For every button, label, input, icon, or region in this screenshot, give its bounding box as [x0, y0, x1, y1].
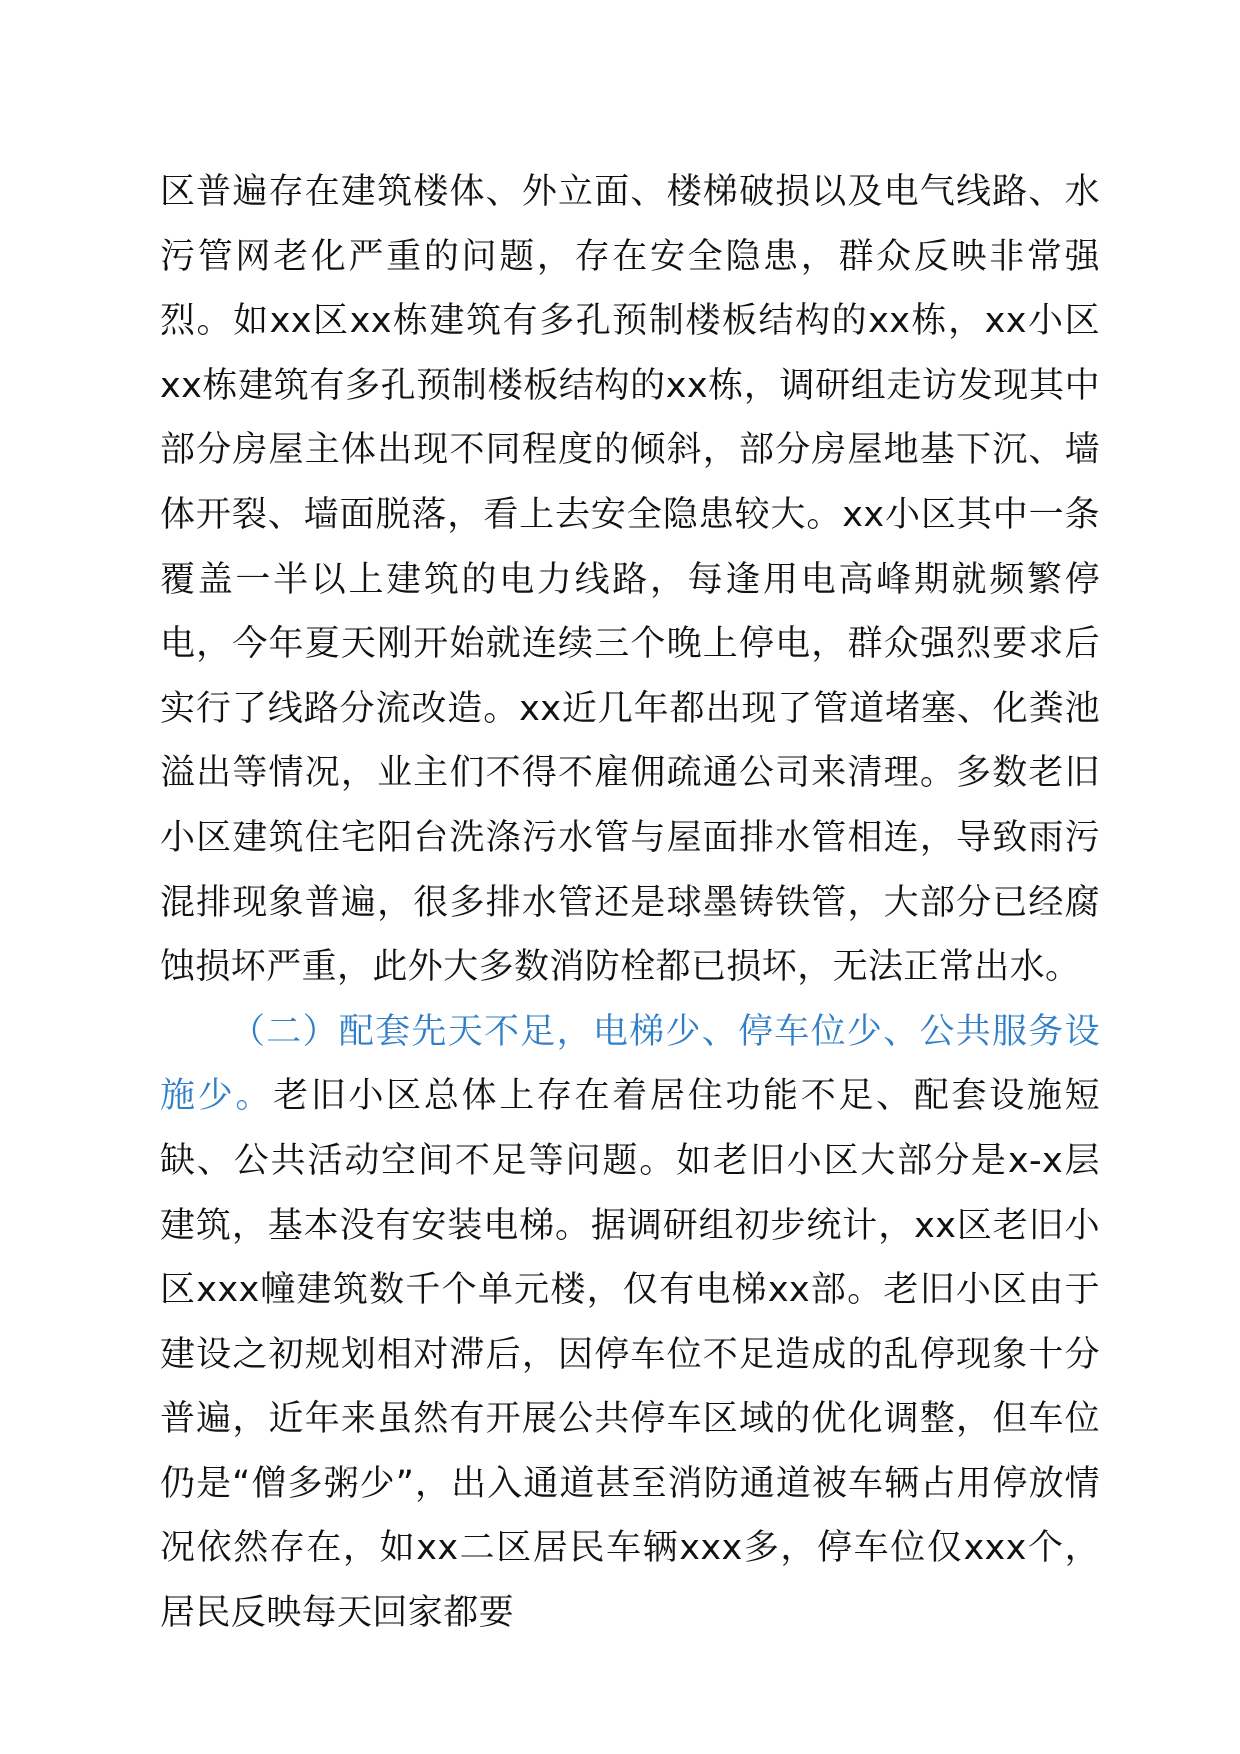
paragraph-continuation: 区普遍存在建筑楼体、外立面、楼梯破损以及电气线路、水污管网老化严重的问题，存在安全隐患，群众反映非常强烈。如xx区xx栋建筑有多孔预制楼板结构的xx栋，xx小区xx栋建筑有多孔预制楼板结构的xx栋，调研组走访发现其中部分房屋主体出现不同程度的倾斜，部分房屋地基下沉、墙体开裂、墙面脱落，看上去安全隐患较大。xx小区其中一条覆盖一半以上建筑的电力线路，每逢用电高峰期就频繁停电，今年夏天刚开始就连续三个晚上停电，群众强烈要求后实行了线路分流改造。xx近几年都出现了管道堵塞、化粪池溢出等情况，业主们不得不雇佣疏通公司来清理。多数老旧小区建筑住宅阳台洗涤污水管与屋面排水管相连，导致雨污混排现象普遍，很多排水管还是球墨铸铁管，大部分已经腐蚀损坏严重，此外大多数消防栓都已损坏，无法正常出水。 — [160, 172, 1100, 988]
section-body: 老旧小区总体上存在着居住功能不足、配套设施短缺、公共活动空间不足等问题。如老旧小区大部分是x-x层建筑，基本没有安装电梯。据调研组初步统计，xx区老旧小区xxx幢建筑数千个单元楼，仅有电梯xx部。老旧小区由于建设之初规划相对滞后，因停车位不足造成的乱停现象十分普遍，近年来虽然有开展公共停车区域的优化调整，但车位仍是“僧多粥少”，出入通道甚至消防通道被车辆占用停放情况依然存在，如xx二区居民车辆xxx多，停车位仅xxx个，居民反映每天回家都要 — [160, 1076, 1100, 1634]
section-heading: （二）配套先天不足，电梯少、停车位少、公共服务设施少。 — [160, 1011, 1100, 1117]
document-body — [160, 160, 1100, 1646]
paragraph-section-two — [160, 1000, 1100, 1646]
